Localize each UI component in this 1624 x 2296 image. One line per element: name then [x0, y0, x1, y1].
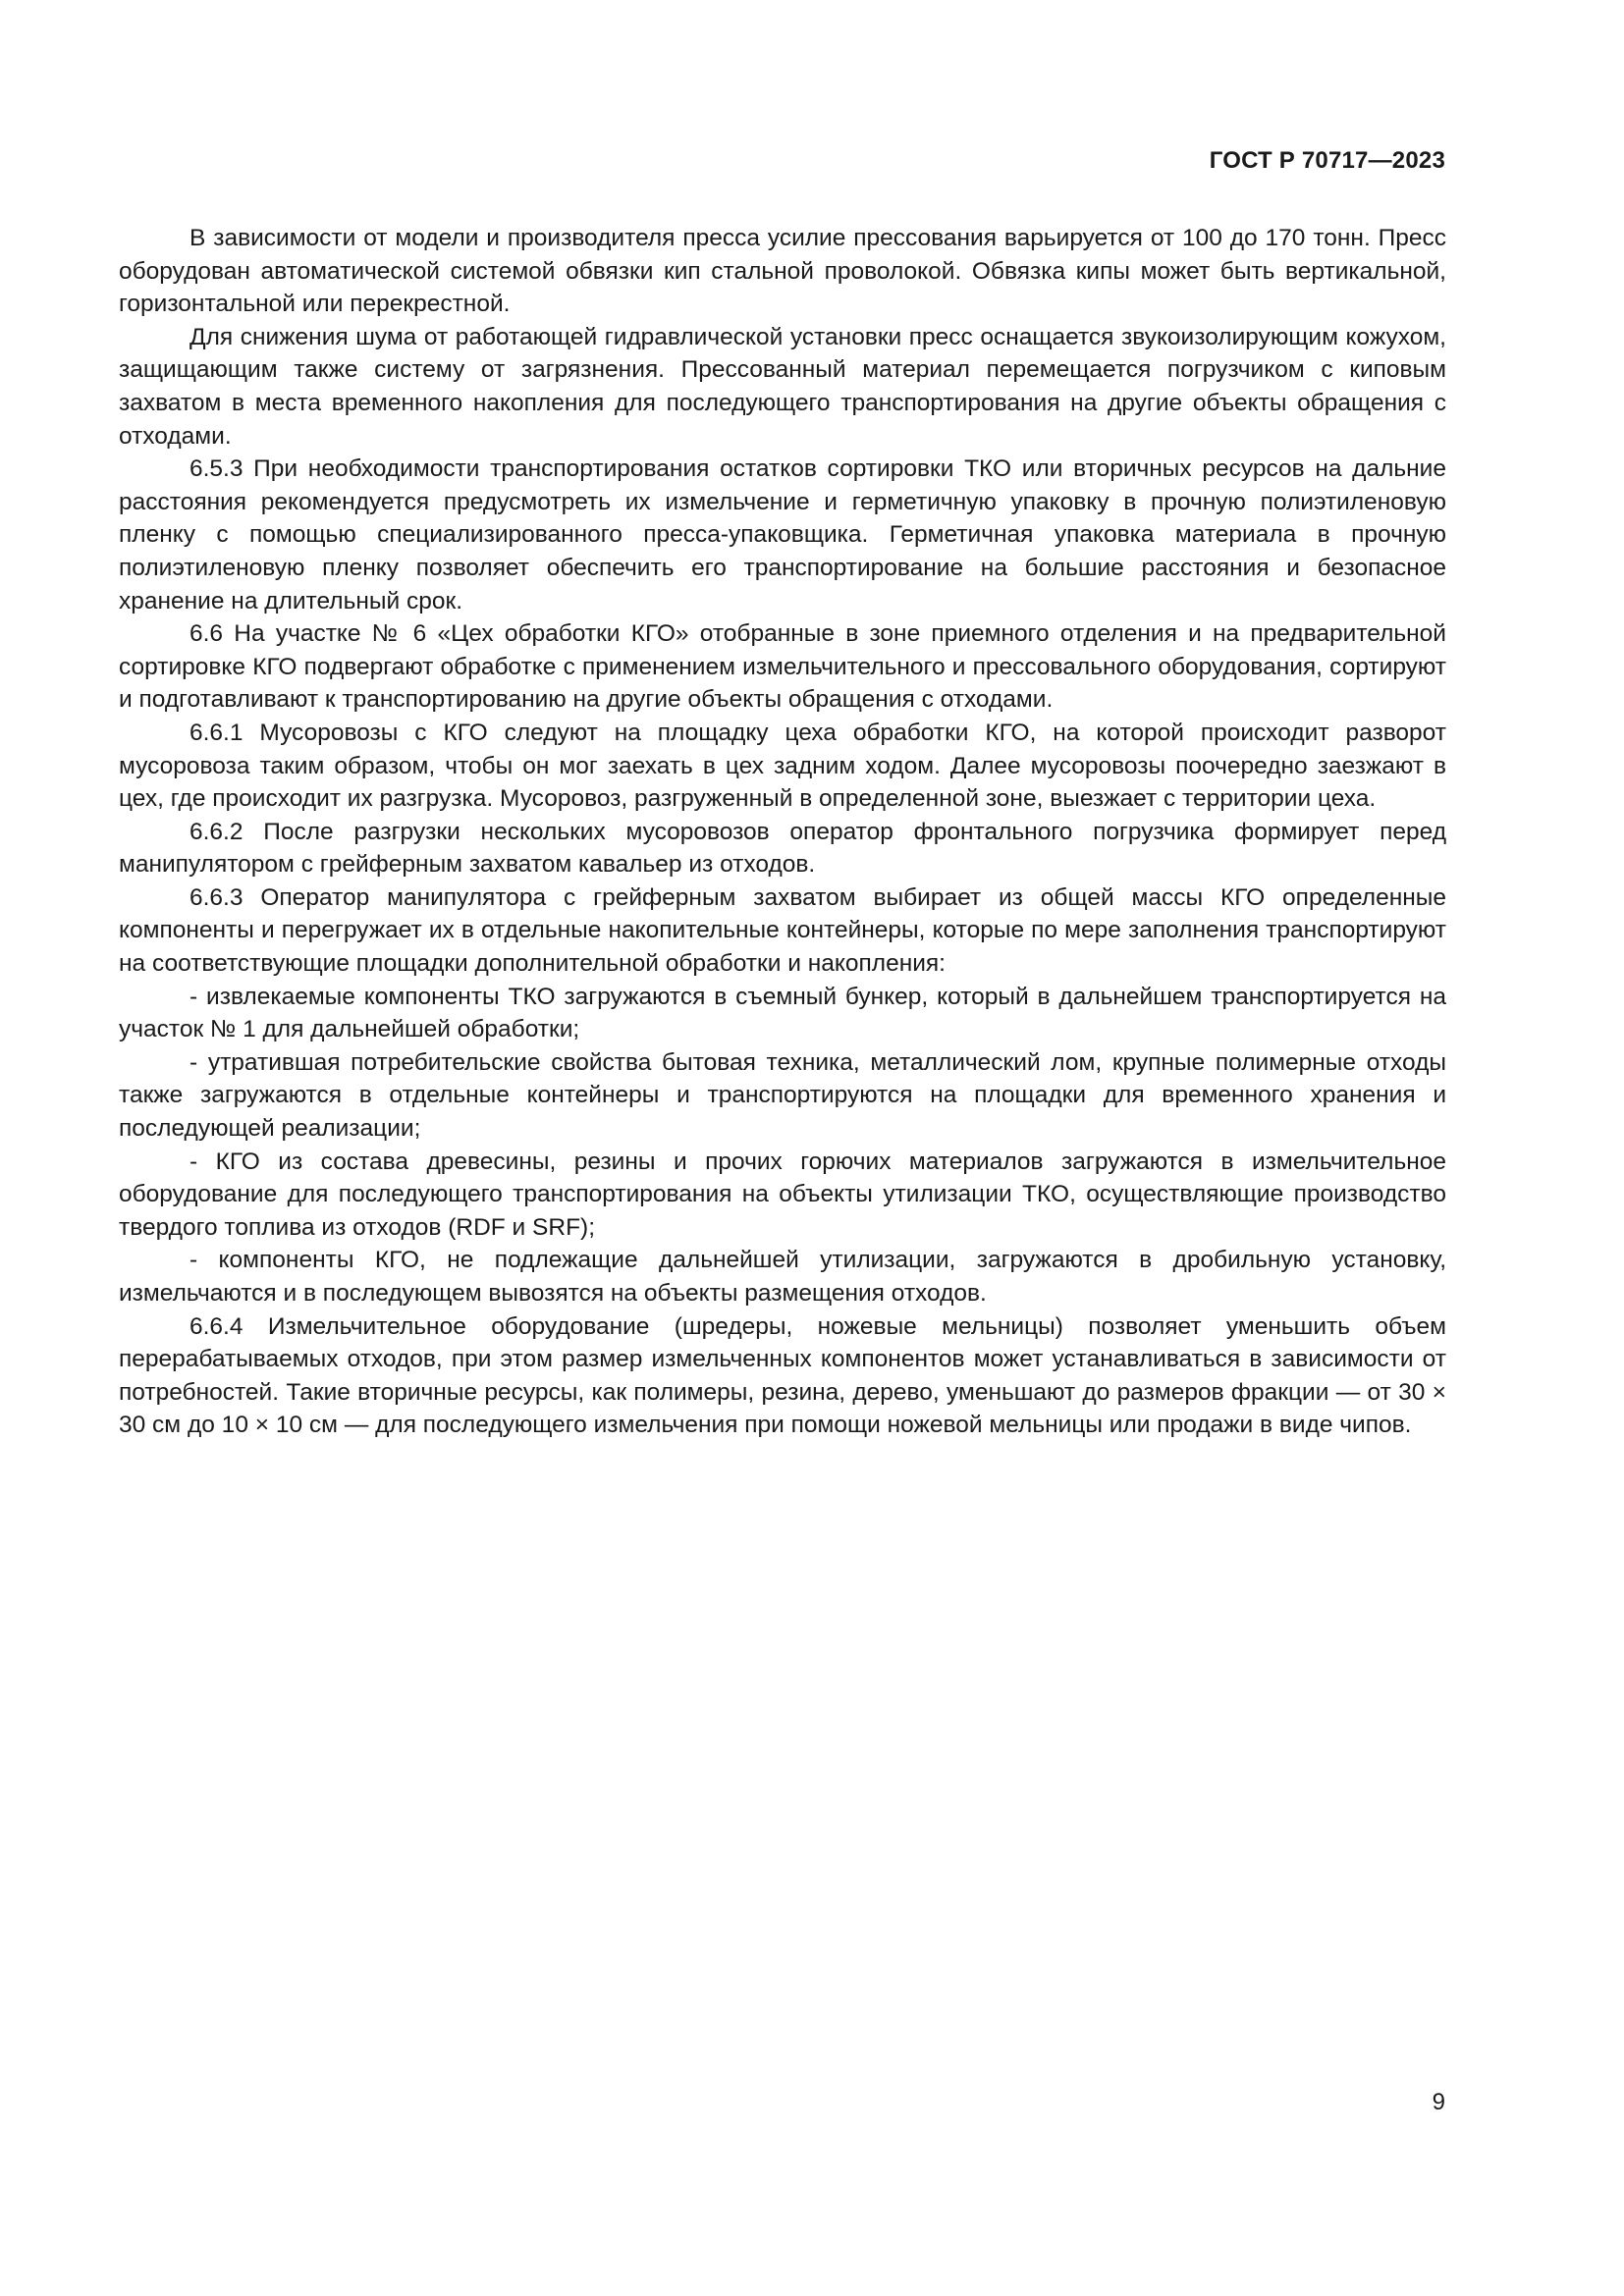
paragraph-6-6: 6.6 На участке № 6 «Цех обработки КГО» отобранные в зоне приемного отделения и на предварительной сортировке КГО подвергают обработке с применением измельчительного и прессовального оборудования, сортируют и подготавливают к транспортированию на другие объекты обращения с отходами. [119, 620, 1446, 714]
paragraph-6-6-1: 6.6.1 Мусоровозы с КГО следуют на площадку цеха обработки КГО, на которой происходит разворот мусоровоза таким образом, чтобы он мог заехать в цех задним ходом. Далее мусоровозы поочередно заезжают в цех, где происходит их разгрузка. Мусоровоз, разгруженный в определенной зоне, выезжает с территории цеха. [119, 719, 1446, 813]
document-body [119, 222, 1446, 1442]
paragraph-6-6-3: 6.6.3 Оператор манипулятора с грейферным захватом выбирает из общей массы КГО определенные компоненты и перегружает их в отдельные накопительные контейнеры, которые по мере заполнения транспортируют на соответствующие площадки дополнительной обработки и накопления: [119, 883, 1446, 978]
paragraph-6-6-4: 6.6.4 Измельчительное оборудование (шредеры, ножевые мельницы) позволяет уменьшить объем перерабатываемых отходов, при этом размер измельченных компонентов может устанавливаться в зависимости от потребностей. Такие вторичные ресурсы, как полимеры, резина, дерево, уменьшают до размеров фракции — от 30 × 30 см до 10 × 10 см — для последующего измельчения при помощи ножевой мельницы или продажи в виде чипов. [119, 1312, 1446, 1439]
paragraph-6-6-2: 6.6.2 После разгрузки нескольких мусоровозов оператор фронтального погрузчика формирует перед манипулятором с грейферным захватом кавальер из отходов. [119, 818, 1446, 879]
document-header: ГОСТ Р 70717—2023 [1209, 147, 1445, 174]
page-number: 9 [1432, 2089, 1445, 2115]
paragraph-noise-reduction: Для снижения шума от работающей гидравлической установки пресс оснащается звукоизолирующим кожухом, защищающим также систему от загрязнения. Прессованный материал перемещается погрузчиком с киповым захватом в места временного накопления для последующего транспортирования на другие объекты обращения с отходами. [119, 323, 1446, 450]
list-item-non-recyclable: - компоненты КГО, не подлежащие дальнейшей утилизации, загружаются в дробильную установку, измельчаются и в последующем вывозятся на объекты размещения отходов. [119, 1247, 1446, 1307]
list-item-tko-components: - извлекаемые компоненты ТКО загружаются в съемный бункер, который в дальнейшем транспортируется на участок № 1 для дальнейшей обработки; [119, 983, 1446, 1043]
list-item-appliances: - утратившая потребительские свойства бытовая техника, металлический лом, крупные полимерные отходы также загружаются в отдельные контейнеры и транспортируются на площадки для временного хранения и последующей реализации; [119, 1048, 1446, 1143]
paragraph-6-5-3: 6.5.3 При необходимости транспортирования остатков сортировки ТКО или вторичных ресурсов на дальние расстояния рекомендуется предусмотреть их измельчение и герметичную упаковку в прочную полиэтиленовую пленку с помощью специализированного пресса-упаковщика. Герметичная упаковка материала в прочную полиэтиленовую пленку позволяет обеспечить его транспортирование на большие расстояния и безопасное хранение на длительный срок. [119, 455, 1446, 614]
list-item-combustibles: - КГО из состава древесины, резины и прочих горючих материалов загружаются в измельчительное оборудование для последующего транспортирования на объекты утилизации ТКО, осуществляющие производство твердого топлива из отходов (RDF и SRF); [119, 1148, 1446, 1241]
paragraph-press-force: В зависимости от модели и производителя пресса усилие прессования варьируется от 100 до 170 тонн. Пресс оборудован автоматической системой обвязки кип стальной проволокой. Обвязка кипы может быть вертикальной, горизонтальной или перекрестной. [119, 225, 1446, 318]
